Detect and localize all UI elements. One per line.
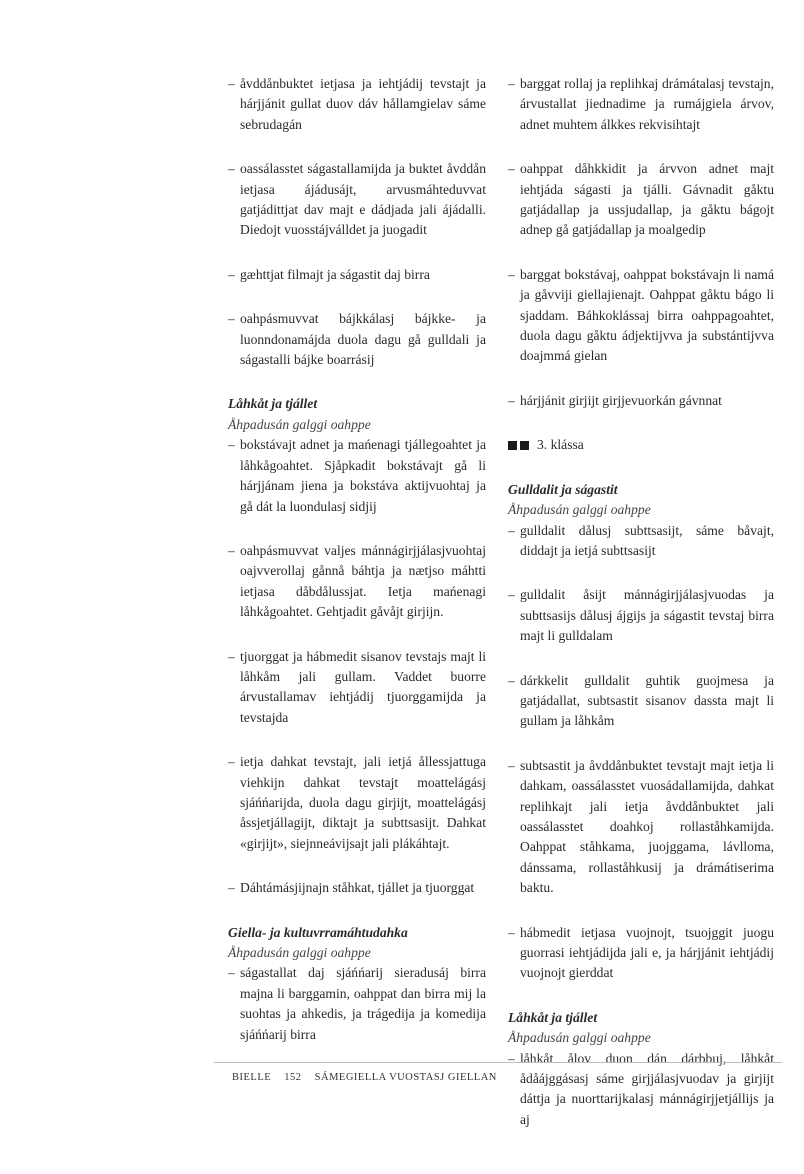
section-heading: Låhkåt ja tjállet bbox=[228, 396, 318, 412]
list-item: – gulldalit dålusj subttsasijt, sáme båvajt, diddajt ja ietjá subttsasijt bbox=[508, 522, 774, 558]
list-item: – bokstávajt adnet ja mańenagi tjállegoahtet ja låhkågoahtet. Sjåpkadit bokstávajt gå li hárjjánam jiena ja bokstáva aktijvuohtaj ja gå dát la luondulasj sidjij bbox=[228, 437, 486, 514]
square-bullet-icon bbox=[520, 441, 529, 450]
section-heading: Giella- ja kultuvrramáhtudahka bbox=[228, 924, 408, 940]
section-lahkat-2 bbox=[508, 1008, 774, 1130]
grade-label: 3. klássa bbox=[537, 437, 584, 453]
list-item: – oahpásmuvvat valjes mánnágirjjálasjvuohtaj oajvverollaj gånnå báhtja ja nætjso máhtti ietjasa dåbdålussjat. Ietja mańenagi låhkågoahtet. Gehtjadit gåvåjt girjijn. bbox=[228, 542, 486, 620]
list-item: – oassálasstet ságastallamijda ja buktet åvddån ietjasa ájádusájt, arvusmáhteduvvat gatjádittjat dav majt e dádjada jali ájádalli. Diedojt vuosstájválldet ja juogadit bbox=[228, 161, 486, 238]
left-column bbox=[228, 74, 486, 1069]
footer-label: BIELLE bbox=[232, 1072, 272, 1083]
list-item: – barggat rollaj ja replihkaj drámátalasj tevstajn, árvustallat jiednadime ja rumájgiela árvov, adnet muhtem álkkes rekvisihtajt bbox=[508, 76, 774, 132]
list-item: – dárkkelit gulldalit guhtik guojmesa ja gatjádallat, subtsastit sisanov dassta majt li gullam ja låhkåm bbox=[508, 672, 774, 729]
section-subheading: Åhpadusán galggi oahppe bbox=[228, 945, 371, 960]
section-subheading: Åhpadusán galggi oahppe bbox=[508, 502, 651, 518]
section-subheading: Åhpadusán galggi oahppe bbox=[508, 1030, 651, 1046]
list-item: – barggat bokstávaj, oahppat bokstávajn li namá ja gåvviji giellajienajt. Oahppat gåktu bágo li sjaddam. Báhkoklássaj birra oahppagoahtet, duola dagu gåktu ádjektijvva ja substántijvva doajmmá gielan bbox=[508, 266, 774, 364]
list-item: – hábmedit ietjasa vuojnojt, tsuojggit juogu guorrasi iehtjádijda jali e, ja hárjjánit iehtjádij vuojnojt gierddat bbox=[508, 924, 774, 981]
list-item: – tjuorggat ja hábmedit sisanov tevstajs majt li låhkåm jali gullam. Vaddet buorre árvustallamav iehtjádij tjuorggamijda ja tevstajda bbox=[228, 648, 486, 725]
list-item: – ságastallat daj sjáńńarij sieradusáj birra majna li barggamin, oahppat dan birra mij la suohtas ja ahkedis, ja trágedija ja komedija sjáńńarij birra bbox=[228, 965, 486, 1042]
list-item: – gulldalit åsijt mánnágirjjálasjvuodas ja subttsasijs dålusj ájgijs ja ságastit tevstaj birra majt li gulldalam bbox=[508, 587, 774, 644]
footer-divider bbox=[214, 1062, 782, 1063]
list-item: – låhkåt ålov duon dán dárbbuj, låhkåt ådåájggásasj sáme girjjálasjvuodav ja girjijt dáttja ja nuorttarijkalasj mánnágirjjetjállijs ja aj bbox=[508, 1050, 774, 1127]
list-item: – Dáhtámásjijnajn ståhkat, tjállet ja tjuorggat bbox=[228, 880, 475, 896]
list-item: – subtsastit ja åvddånbuktet tevstajt majt ietja li dahkam, oassálasstet vuosádallamijda, dahkat replihkajt jali ietja åvddånbuktet jali oassálasstet doahkoj rollaståhkamijda. Oahppat ståhkama, juojggama, lávlloma, dánssama, rollaståhkusij ja drámátiserima baktu. bbox=[508, 757, 774, 896]
list-item: – hárjjánit girjijt girjjevuorkán gávnnat bbox=[508, 392, 722, 408]
section-lahkat bbox=[228, 394, 486, 898]
section-subheading: Åhpadusán galggi oahppe bbox=[228, 416, 371, 432]
list-item: – gæhttjat filmajt ja ságastit daj birra bbox=[228, 266, 430, 282]
list-item: – oahppat dåhkkidit ja árvvon adnet majt iehtjáda ságasti ja tjálli. Gávnadit gåktu gatjádallap ja ussjudallap, ja gåktu bágojt adnep gå gatjádallap ja moalgedip bbox=[508, 161, 774, 238]
list-item: – oahpásmuvvat bájkkálasj bájkke- ja luonndonamájda duola dagu gå gulldali ja ságastalli bájke boarrásij bbox=[228, 311, 486, 368]
right-column bbox=[508, 74, 774, 1154]
section-giella bbox=[228, 923, 486, 1045]
list-item: – åvddånbuktet ietjasa ja iehtjádij tevstajt ja hárjjánit gullat duov dáv hållamgielav sáme sebrudagán bbox=[228, 76, 486, 132]
page-footer bbox=[232, 1072, 507, 1083]
section-heading: Låhkåt ja tjállet bbox=[508, 1009, 598, 1025]
square-bullet-icon bbox=[508, 441, 517, 450]
list-item: – ietja dahkat tevstajt, jali ietjá ållessjattuga viehkijn dahkat tevstajt moattelágásj sjáńńarijda, duola dagu girjijt, moattelágásj åssjetjállagijt, diktajt ja subttsasijt. Dahkat «girjijt», siejnneávijsajt jali plákáhtajt. bbox=[228, 754, 486, 851]
footer-title: SÁMEGIELLA VUOSTASJ GIELLAN bbox=[314, 1072, 497, 1083]
page-number: 152 bbox=[284, 1072, 302, 1083]
section-heading: Gulldalit ja ságastit bbox=[508, 481, 618, 497]
grade-heading bbox=[508, 435, 774, 455]
section-gulldalit bbox=[508, 480, 774, 984]
